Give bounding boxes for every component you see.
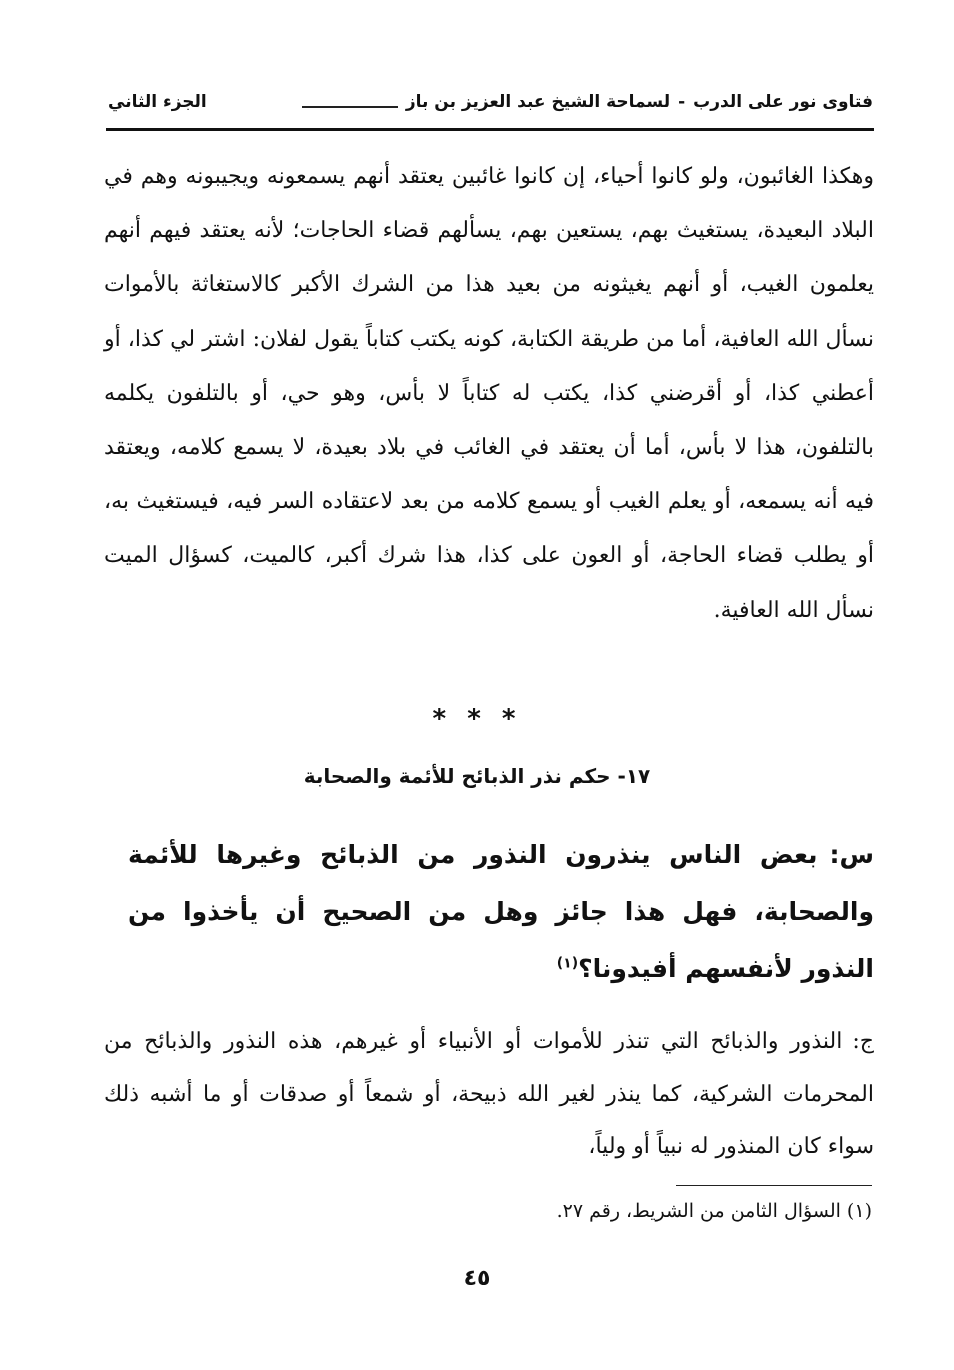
question-block [128,826,874,997]
page-number: ٤٥ [463,1266,491,1291]
body-paragraph: وهكذا الغائبون، ولو كانوا أحياء، إن كانوا غائبين يعتقد أنهم يسمعونه ويجيبونه وهم في البلاد البعيدة، يستغيث بهم، يستعين بهم، يسألهم قضاء الحاجات؛ لأنه يعتقد فيهم أنهم يعلمون الغيب، أو أنهم يغيثونه من بعيد هذا من الشرك الأكبر كالاستغاثة بالأموات نسأل الله العافية، أما من طريقة الكتابة، كونه يكتب كتاباً يقول لفلان: اشتر لي كذا، أو أعطني كذا، أو أقرضني كذا، يكتب له كتاباً لا بأس، وهو حي، أو بالتلفون يكلمه بالتلفون، هذا لا بأس، أما أن يعتقد في الغائب في بلاد بعيدة، لا يسمع كلامه، ويعتقد فيه أنه يسمعه، أو يعلم الغيب أو يسمع كلامه من بعد لاعتقاده السر فيه، فيستغيث به، أو يطلب قضاء الحاجة، أو العون على كذا، هذا شرك أكبر، كالميت، كسؤال الميت نسأل الله العافية. [104,164,874,623]
question-label: س: [829,840,874,869]
answer-label: ج: [852,1029,874,1054]
header-dash-line [302,106,398,108]
footnote: (١) السؤال الثامن من الشريط، رقم ٢٧. [556,1200,872,1222]
header-volume: الجزء الثاني [108,92,207,112]
section-title: ١٧- حكم نذر الذبائح للأئمة والصحابة [303,764,651,788]
header-separator: - [678,92,686,112]
header-book-title: فتاوى نور على الدرب [693,92,873,112]
body-text [104,150,874,638]
section-separator: * * * [432,704,522,734]
answer-text: النذور والذبائح التي تنذر للأموات أو الأنبياء أو غيرهم، هذه النذور والذبائح من المحرمات الشركية، كما ينذر لغير الله ذبيحة، أو شمعاً أو صدقات أو ما أشبه ذلك سواء كان المنذور له نبياً أو ولياً، [104,1029,874,1159]
header-author: لسماحة الشيخ عبد العزيز بن باز [405,92,671,112]
running-header [108,92,873,128]
question-text: بعض الناس ينذرون النذور من الذبائح وغيرها للأئمة والصحابة، فهل هذا جائز وهل من الصحيح أن يأخذوا من النذور لأنفسهم أفيدونا؟ [128,840,874,983]
footnote-rule [676,1185,872,1186]
footnote-ref: (١) [556,955,579,972]
header-title-group [302,92,873,112]
header-rule [106,128,874,131]
answer-block [104,1016,874,1174]
